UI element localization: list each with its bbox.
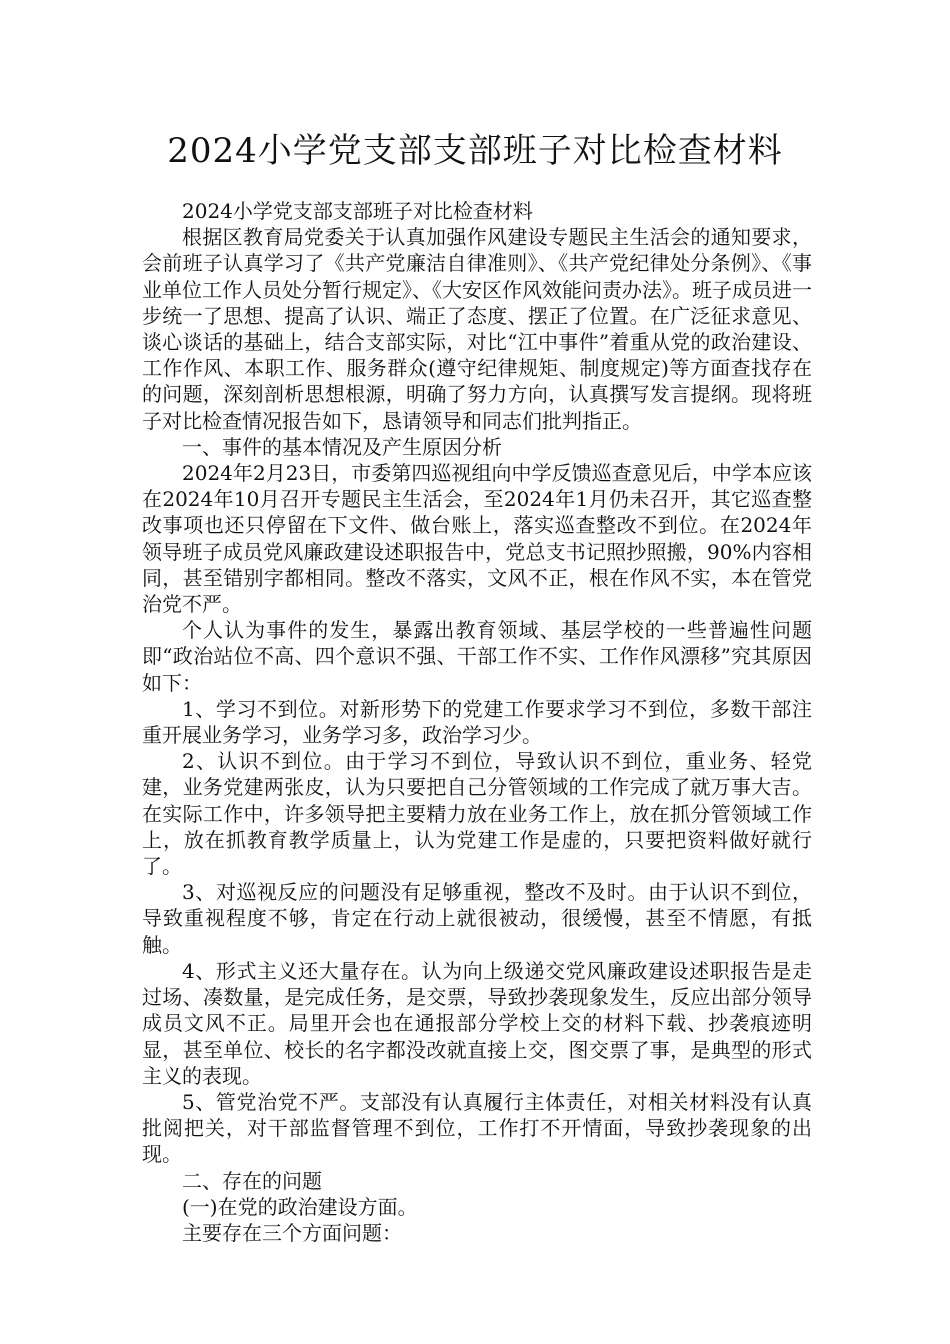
- paragraph-reason-3: 3、对巡视反应的问题没有足够重视，整改不及时。由于认识不到位，导致重视程度不够，肯定在行动上就很被动，很缓慢，甚至不情愿，有抵触。: [142, 880, 812, 957]
- document-title: 2024小学党支部支部班子对比检查材料: [167, 131, 783, 171]
- paragraph-reason-4: 4、形式主义还大量存在。认为向上级递交党风廉政建设述职报告是走过场、凑数量，是完成任务，是交票，导致抄袭现象发生，反应出部分领导成员文风不正。局里开会也在通报部分学校上交的材料下载、抄袭痕迹明显，甚至单位、校长的名字都没改就直接上交，图交票了事，是典型的形式主义的表现。: [142, 958, 812, 1088]
- paragraph-problems-intro: 主要存在三个方面问题：: [182, 1220, 402, 1245]
- subsection-heading-1: (一)在党的政治建设方面。: [182, 1194, 418, 1219]
- section-heading-2: 二、存在的问题: [182, 1168, 322, 1193]
- paragraph-personal-view: 个人认为事件的发生，暴露出教育领域、基层学校的一些普遍性问题即“政治站位不高、四个意识不强、干部工作不实、工作作风漂移”究其原因如下：: [142, 618, 812, 695]
- document-body: [142, 198, 812, 1246]
- section-heading-1: 一、事件的基本情况及产生原因分析: [182, 434, 502, 459]
- paragraph-subtitle: 2024小学党支部支部班子对比检查材料: [182, 199, 533, 223]
- paragraph-intro: 根据区教育局党委关于认真加强作风建设专题民主生活会的通知要求，会前班子认真学习了《共产党廉洁自律准则》、《共产党纪律处分条例》、《事业单位工作人员处分暂行规定》、《大安区作风效能问责办法》。班子成员进一步统一了思想、提高了认识、端正了态度、摆正了位置。在广泛征求意见、谈心谈话的基础上，结合支部实际，对比“江中事件”着重从党的政治建设、工作作风、本职工作、服务群众(遵守纪律规矩、制度规定)等方面查找存在的问题，深刻剖析思想根源，明确了努力方向，认真撰写发言提纲。现将班子对比检查情况报告如下，恳请领导和同志们批判指正。: [142, 225, 812, 433]
- paragraph-reason-5: 5、管党治党不严。支部没有认真履行主体责任，对相关材料没有认真批阅把关，对干部监督管理不到位，工作打不开情面，导致抄袭现象的出现。: [142, 1089, 812, 1167]
- paragraph-event-facts: 2024年2月23日，市委第四巡视组向中学反馈巡查意见后，中学本应该在2024年10月召开专题民主生活会，至2024年1月仍未召开，其它巡查整改事项也还只停留在下文件、做台账上，落实巡查整改不到位。在2024年领导班子成员党风廉政建设述职报告中，党总支书记照抄照搬，90%内容相同，甚至错别字都相同。整改不落实，文风不正，根在作风不实，本在管党治党不严。: [142, 461, 812, 617]
- paragraph-reason-2: 2、认识不到位。由于学习不到位，导致认识不到位，重业务、轻党建，业务党建两张皮，认为只要把自己分管领域的工作完成了就万事大吉。在实际工作中，许多领导把主要精力放在业务工作上，放在抓分管领域工作上，放在抓教育教学质量上，认为党建工作是虚的，只要把资料做好就行了。: [142, 749, 812, 879]
- paragraph-reason-1: 1、学习不到位。对新形势下的党建工作要求学习不到位，多数干部注重开展业务学习，业务学习多，政治学习少。: [142, 696, 812, 748]
